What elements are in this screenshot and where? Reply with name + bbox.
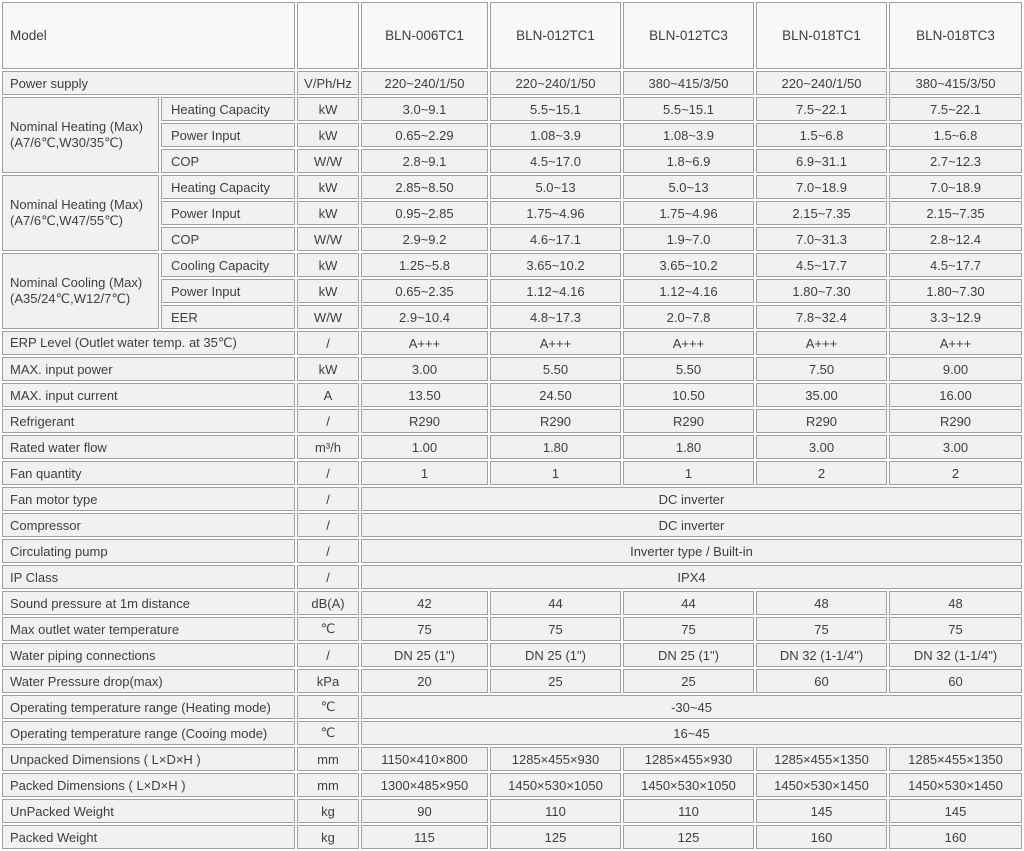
value-cell: R290 bbox=[361, 409, 488, 433]
row-label: Rated water flow bbox=[2, 435, 295, 459]
spec-row-packed-weight bbox=[2, 825, 1022, 849]
value-cell: 5.0~13 bbox=[623, 175, 754, 199]
spec-row-max-input-current bbox=[2, 383, 1022, 407]
model-header-row bbox=[2, 2, 1022, 69]
row-label: IP Class bbox=[2, 565, 295, 589]
value-cell: 9.00 bbox=[889, 357, 1022, 381]
value-cell: 145 bbox=[889, 799, 1022, 823]
value-cell: 1 bbox=[623, 461, 754, 485]
row-label: Refrigerant bbox=[2, 409, 295, 433]
unit-cell: kW bbox=[297, 279, 359, 303]
unit-cell: A bbox=[297, 383, 359, 407]
value-cell: 2.85~8.50 bbox=[361, 175, 488, 199]
unit-cell: dB(A) bbox=[297, 591, 359, 615]
value-cell: 7.50 bbox=[756, 357, 887, 381]
unit-cell: kW bbox=[297, 357, 359, 381]
row-label: Compressor bbox=[2, 513, 295, 537]
value-cell: R290 bbox=[889, 409, 1022, 433]
value-cell: 110 bbox=[623, 799, 754, 823]
model-header-label: Model bbox=[2, 2, 295, 69]
value-cell: 5.50 bbox=[490, 357, 621, 381]
value-cell: DN 25 (1") bbox=[623, 643, 754, 667]
row-label: Max outlet water temperature bbox=[2, 617, 295, 641]
model-name-cell: BLN-012TC1 bbox=[490, 2, 621, 69]
value-cell: 1.80 bbox=[490, 435, 621, 459]
unit-cell: kg bbox=[297, 799, 359, 823]
spec-row-ip-class bbox=[2, 565, 1022, 589]
value-cell: 4.5~17.0 bbox=[490, 149, 621, 173]
value-cell: 1.08~3.9 bbox=[623, 123, 754, 147]
value-cell: 5.0~13 bbox=[490, 175, 621, 199]
value-cell: 1300×485×950 bbox=[361, 773, 488, 797]
value-cell: 2.7~12.3 bbox=[889, 149, 1022, 173]
merged-value-cell: 16~45 bbox=[361, 721, 1022, 745]
value-cell: 220~240/1/50 bbox=[490, 71, 621, 95]
value-cell: 1.80~7.30 bbox=[889, 279, 1022, 303]
value-cell: 1.75~4.96 bbox=[623, 201, 754, 225]
unit-cell: mm bbox=[297, 747, 359, 771]
sub-row-label: Cooling Capacity bbox=[161, 253, 295, 277]
unit-cell: kW bbox=[297, 97, 359, 121]
unit-cell: kPa bbox=[297, 669, 359, 693]
value-cell: 1.08~3.9 bbox=[490, 123, 621, 147]
value-cell: 1.9~7.0 bbox=[623, 227, 754, 251]
group-label-line2: (A7/6℃,W30/35℃) bbox=[10, 135, 124, 150]
value-cell: 4.5~17.7 bbox=[756, 253, 887, 277]
value-cell: DN 32 (1-1/4") bbox=[889, 643, 1022, 667]
unit-cell: W/W bbox=[297, 227, 359, 251]
value-cell: 16.00 bbox=[889, 383, 1022, 407]
model-header-unit-empty-cell bbox=[297, 2, 359, 69]
value-cell: 2.8~12.4 bbox=[889, 227, 1022, 251]
unit-cell: / bbox=[297, 643, 359, 667]
value-cell: 0.65~2.35 bbox=[361, 279, 488, 303]
row-label: Fan quantity bbox=[2, 461, 295, 485]
value-cell: 42 bbox=[361, 591, 488, 615]
unit-cell: m³/h bbox=[297, 435, 359, 459]
value-cell: 380~415/3/50 bbox=[889, 71, 1022, 95]
merged-value-cell: DC inverter bbox=[361, 513, 1022, 537]
value-cell: 24.50 bbox=[490, 383, 621, 407]
value-cell: 3.0~9.1 bbox=[361, 97, 488, 121]
value-cell: A+++ bbox=[490, 331, 621, 355]
value-cell: 44 bbox=[490, 591, 621, 615]
spec-row-op-temp-cooling bbox=[2, 721, 1022, 745]
sub-row-label: Heating Capacity bbox=[161, 97, 295, 121]
value-cell: 1285×455×1350 bbox=[889, 747, 1022, 771]
spec-row-sound-pressure bbox=[2, 591, 1022, 615]
value-cell: 60 bbox=[756, 669, 887, 693]
value-cell: 48 bbox=[889, 591, 1022, 615]
value-cell: 75 bbox=[623, 617, 754, 641]
spec-row-refrigerant bbox=[2, 409, 1022, 433]
value-cell: 1285×455×930 bbox=[623, 747, 754, 771]
value-cell: 1450×530×1050 bbox=[490, 773, 621, 797]
unit-cell: V/Ph/Hz bbox=[297, 71, 359, 95]
value-cell: DN 32 (1-1/4") bbox=[756, 643, 887, 667]
value-cell: 1.00 bbox=[361, 435, 488, 459]
value-cell: 110 bbox=[490, 799, 621, 823]
group-label-line1: Nominal Heating (Max) bbox=[10, 119, 143, 134]
value-cell: 7.5~22.1 bbox=[756, 97, 887, 121]
value-cell: 2.15~7.35 bbox=[889, 201, 1022, 225]
value-cell: 35.00 bbox=[756, 383, 887, 407]
value-cell: 90 bbox=[361, 799, 488, 823]
value-cell: 2.0~7.8 bbox=[623, 305, 754, 329]
model-name-cell: BLN-006TC1 bbox=[361, 2, 488, 69]
unit-cell: mm bbox=[297, 773, 359, 797]
value-cell: 2.9~10.4 bbox=[361, 305, 488, 329]
value-cell: 1150×410×800 bbox=[361, 747, 488, 771]
value-cell: 7.0~18.9 bbox=[756, 175, 887, 199]
value-cell: R290 bbox=[490, 409, 621, 433]
spec-row-max-outlet-temp bbox=[2, 617, 1022, 641]
merged-value-cell: Inverter type / Built-in bbox=[361, 539, 1022, 563]
unit-cell: ℃ bbox=[297, 721, 359, 745]
unit-cell: / bbox=[297, 539, 359, 563]
group-label-nominal-cooling bbox=[2, 253, 159, 329]
row-label: Packed Dimensions ( L×D×H ) bbox=[2, 773, 295, 797]
value-cell: 7.8~32.4 bbox=[756, 305, 887, 329]
value-cell: 1285×455×1350 bbox=[756, 747, 887, 771]
merged-value-cell: IPX4 bbox=[361, 565, 1022, 589]
unit-cell: / bbox=[297, 331, 359, 355]
value-cell: 2 bbox=[756, 461, 887, 485]
model-name-cell: BLN-018TC3 bbox=[889, 2, 1022, 69]
value-cell: 125 bbox=[490, 825, 621, 849]
group-label-nominal-heating-w30 bbox=[2, 97, 159, 173]
unit-cell: / bbox=[297, 461, 359, 485]
value-cell: 13.50 bbox=[361, 383, 488, 407]
value-cell: 1450×530×1050 bbox=[623, 773, 754, 797]
value-cell: 220~240/1/50 bbox=[361, 71, 488, 95]
value-cell: 75 bbox=[889, 617, 1022, 641]
value-cell: 1.80 bbox=[623, 435, 754, 459]
value-cell: 1.80~7.30 bbox=[756, 279, 887, 303]
row-label: Fan motor type bbox=[2, 487, 295, 511]
spec-row-fan-motor-type bbox=[2, 487, 1022, 511]
spec-row-water-piping bbox=[2, 643, 1022, 667]
value-cell: A+++ bbox=[889, 331, 1022, 355]
row-label: UnPacked Weight bbox=[2, 799, 295, 823]
spec-row-op-temp-heating bbox=[2, 695, 1022, 719]
value-cell: 115 bbox=[361, 825, 488, 849]
row-label: ERP Level (Outlet water temp. at 35℃) bbox=[2, 331, 295, 355]
value-cell: A+++ bbox=[756, 331, 887, 355]
group-label-line1: Nominal Cooling (Max) bbox=[10, 275, 143, 290]
row-label: Power supply bbox=[2, 71, 295, 95]
value-cell: 6.9~31.1 bbox=[756, 149, 887, 173]
group-label-nominal-heating-w55 bbox=[2, 175, 159, 251]
value-cell: R290 bbox=[623, 409, 754, 433]
model-name-cell: BLN-012TC3 bbox=[623, 2, 754, 69]
spec-row-erp-level bbox=[2, 331, 1022, 355]
group-label-line2: (A7/6℃,W47/55℃) bbox=[10, 213, 124, 228]
row-label: MAX. input current bbox=[2, 383, 295, 407]
unit-cell: / bbox=[297, 565, 359, 589]
value-cell: 145 bbox=[756, 799, 887, 823]
value-cell: 2.15~7.35 bbox=[756, 201, 887, 225]
spec-row-fan-quantity bbox=[2, 461, 1022, 485]
value-cell: 2.8~9.1 bbox=[361, 149, 488, 173]
value-cell: 160 bbox=[889, 825, 1022, 849]
value-cell: 1 bbox=[361, 461, 488, 485]
value-cell: 10.50 bbox=[623, 383, 754, 407]
value-cell: 7.5~22.1 bbox=[889, 97, 1022, 121]
row-label: Sound pressure at 1m distance bbox=[2, 591, 295, 615]
value-cell: R290 bbox=[756, 409, 887, 433]
merged-value-cell: DC inverter bbox=[361, 487, 1022, 511]
value-cell: 5.5~15.1 bbox=[490, 97, 621, 121]
value-cell: 4.8~17.3 bbox=[490, 305, 621, 329]
value-cell: 3.00 bbox=[361, 357, 488, 381]
merged-value-cell: -30~45 bbox=[361, 695, 1022, 719]
spec-row-heating-w55-capacity bbox=[2, 175, 1022, 199]
value-cell: 1.8~6.9 bbox=[623, 149, 754, 173]
value-cell: 4.5~17.7 bbox=[889, 253, 1022, 277]
value-cell: 25 bbox=[623, 669, 754, 693]
spec-row-rated-water-flow bbox=[2, 435, 1022, 459]
row-label: Circulating pump bbox=[2, 539, 295, 563]
spec-row-water-pressure-drop bbox=[2, 669, 1022, 693]
value-cell: 160 bbox=[756, 825, 887, 849]
row-label: Water Pressure drop(max) bbox=[2, 669, 295, 693]
unit-cell: W/W bbox=[297, 149, 359, 173]
value-cell: 1.5~6.8 bbox=[756, 123, 887, 147]
value-cell: 1.75~4.96 bbox=[490, 201, 621, 225]
value-cell: 1450×530×1450 bbox=[756, 773, 887, 797]
value-cell: 25 bbox=[490, 669, 621, 693]
value-cell: 3.65~10.2 bbox=[623, 253, 754, 277]
sub-row-label: Power Input bbox=[161, 279, 295, 303]
value-cell: 5.50 bbox=[623, 357, 754, 381]
unit-cell: / bbox=[297, 487, 359, 511]
value-cell: 60 bbox=[889, 669, 1022, 693]
value-cell: A+++ bbox=[623, 331, 754, 355]
spec-row-power-supply bbox=[2, 71, 1022, 95]
unit-cell: kW bbox=[297, 201, 359, 225]
unit-cell: kW bbox=[297, 123, 359, 147]
value-cell: 75 bbox=[361, 617, 488, 641]
value-cell: 5.5~15.1 bbox=[623, 97, 754, 121]
value-cell: 44 bbox=[623, 591, 754, 615]
value-cell: 4.6~17.1 bbox=[490, 227, 621, 251]
sub-row-label: Heating Capacity bbox=[161, 175, 295, 199]
value-cell: 75 bbox=[756, 617, 887, 641]
value-cell: 1450×530×1450 bbox=[889, 773, 1022, 797]
group-label-line1: Nominal Heating (Max) bbox=[10, 197, 143, 212]
unit-cell: ℃ bbox=[297, 695, 359, 719]
unit-cell: kW bbox=[297, 253, 359, 277]
value-cell: 0.65~2.29 bbox=[361, 123, 488, 147]
value-cell: 380~415/3/50 bbox=[623, 71, 754, 95]
row-label: Packed Weight bbox=[2, 825, 295, 849]
row-label: Unpacked Dimensions ( L×D×H ) bbox=[2, 747, 295, 771]
value-cell: 0.95~2.85 bbox=[361, 201, 488, 225]
unit-cell: kW bbox=[297, 175, 359, 199]
spec-row-cooling-capacity bbox=[2, 253, 1022, 277]
row-label: Water piping connections bbox=[2, 643, 295, 667]
value-cell: 125 bbox=[623, 825, 754, 849]
value-cell: 3.00 bbox=[756, 435, 887, 459]
unit-cell: / bbox=[297, 409, 359, 433]
value-cell: 7.0~18.9 bbox=[889, 175, 1022, 199]
value-cell: 3.00 bbox=[889, 435, 1022, 459]
value-cell: 48 bbox=[756, 591, 887, 615]
row-label: Operating temperature range (Cooing mode) bbox=[2, 721, 295, 745]
sub-row-label: COP bbox=[161, 149, 295, 173]
unit-cell: ℃ bbox=[297, 617, 359, 641]
value-cell: A+++ bbox=[361, 331, 488, 355]
value-cell: 7.0~31.3 bbox=[756, 227, 887, 251]
sub-row-label: Power Input bbox=[161, 201, 295, 225]
value-cell: 2.9~9.2 bbox=[361, 227, 488, 251]
value-cell: 1.5~6.8 bbox=[889, 123, 1022, 147]
unit-cell: W/W bbox=[297, 305, 359, 329]
spec-row-packed-dimensions bbox=[2, 773, 1022, 797]
spec-row-max-input-power bbox=[2, 357, 1022, 381]
spec-row-unpacked-weight bbox=[2, 799, 1022, 823]
sub-row-label: COP bbox=[161, 227, 295, 251]
value-cell: 220~240/1/50 bbox=[756, 71, 887, 95]
model-name-cell: BLN-018TC1 bbox=[756, 2, 887, 69]
row-label: Operating temperature range (Heating mode) bbox=[2, 695, 295, 719]
spec-row-circulating-pump bbox=[2, 539, 1022, 563]
spec-row-unpacked-dimensions bbox=[2, 747, 1022, 771]
value-cell: 3.65~10.2 bbox=[490, 253, 621, 277]
value-cell: DN 25 (1") bbox=[361, 643, 488, 667]
value-cell: 2 bbox=[889, 461, 1022, 485]
value-cell: 1285×455×930 bbox=[490, 747, 621, 771]
value-cell: 1.12~4.16 bbox=[623, 279, 754, 303]
group-label-line2: (A35/24℃,W12/7℃) bbox=[10, 291, 131, 306]
spec-row-heating-w30-capacity bbox=[2, 97, 1022, 121]
row-label: MAX. input power bbox=[2, 357, 295, 381]
value-cell: 1.25~5.8 bbox=[361, 253, 488, 277]
unit-cell: kg bbox=[297, 825, 359, 849]
value-cell: 3.3~12.9 bbox=[889, 305, 1022, 329]
value-cell: 75 bbox=[490, 617, 621, 641]
sub-row-label: EER bbox=[161, 305, 295, 329]
spec-row-compressor bbox=[2, 513, 1022, 537]
sub-row-label: Power Input bbox=[161, 123, 295, 147]
unit-cell: / bbox=[297, 513, 359, 537]
value-cell: 1 bbox=[490, 461, 621, 485]
value-cell: 1.12~4.16 bbox=[490, 279, 621, 303]
value-cell: 20 bbox=[361, 669, 488, 693]
value-cell: DN 25 (1") bbox=[490, 643, 621, 667]
